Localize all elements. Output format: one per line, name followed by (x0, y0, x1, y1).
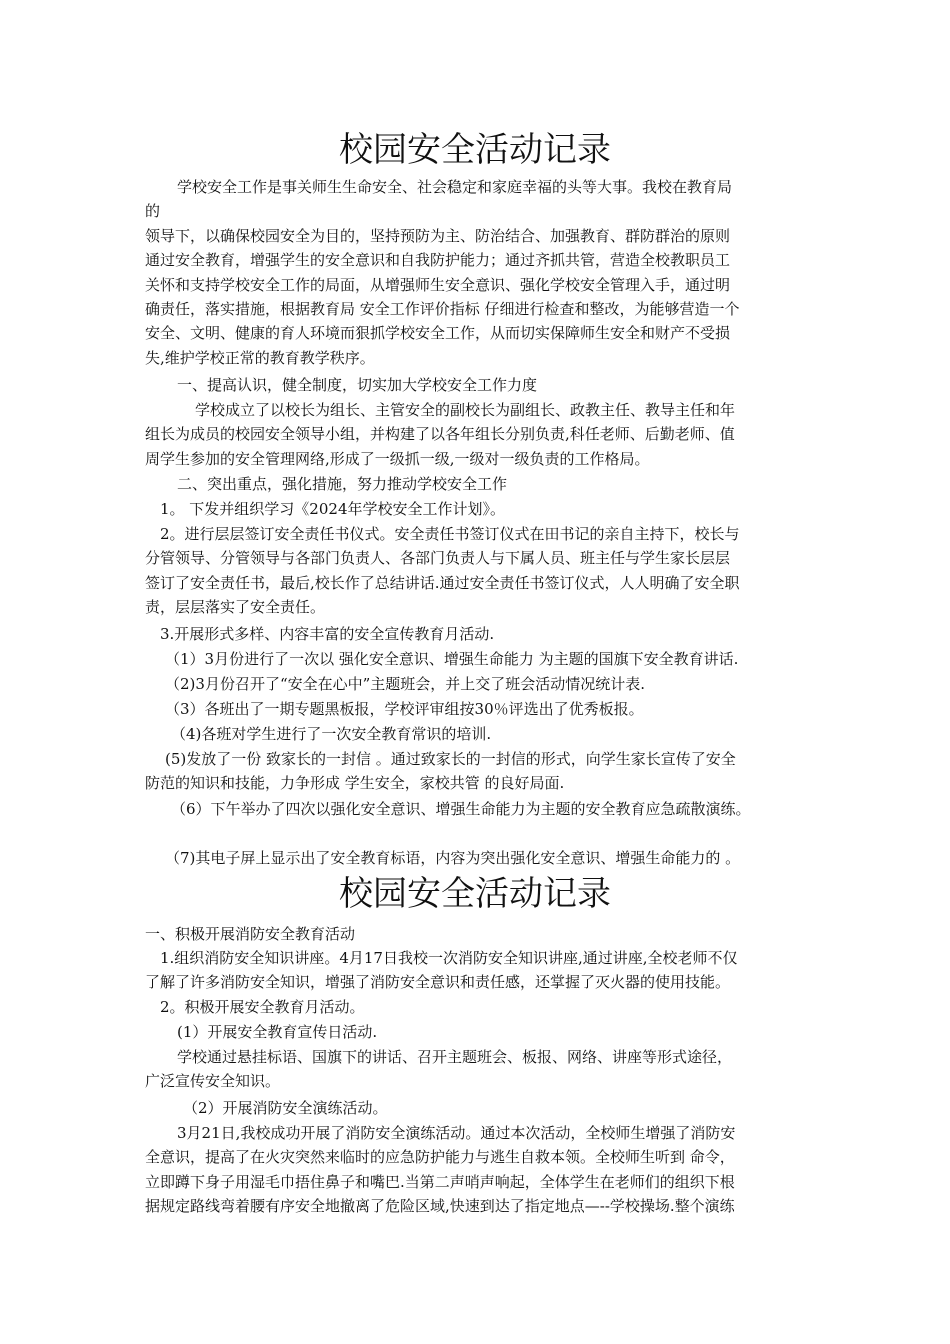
text-line: （3）各班出了一期专题黑板报，学校评审组按30％评选出了优秀板报。 (165, 700, 644, 718)
text-line: 2。积极开展安全教育月活动。 (160, 998, 365, 1016)
text-line: 学校安全工作是事关师生生命安全、社会稳定和家庭幸福的头等大事。我校在教育局 (177, 178, 733, 196)
sub-list-item (145, 647, 810, 671)
sub-list-item (145, 672, 810, 696)
text-line: 分管领导、分管领导与各部门负责人、各部门负责人与下属人员、班主任与学生家长层层 (145, 549, 731, 568)
intro-paragraph (145, 175, 810, 370)
text-line: 学校通过悬挂标语、国旗下的讲话、召开主题班会、板报、网络、讲座等形式途径， (177, 1048, 733, 1066)
text-line: （7)其电子屏上显示出了安全教育标语，内容为突出强化安全意识、增强生命能力的 。 (165, 849, 741, 867)
list-item (145, 995, 810, 1019)
sub-list-item (145, 722, 810, 746)
text-line: 2。进行层层签订安全责任书仪式。安全责任书签订仪式在田书记的亲自主持下，校长与 (160, 525, 740, 543)
text-line: 责，层层落实了安全责任。 (145, 598, 326, 617)
text-line: （2)3月份召开了“安全在心中”主题班会，并上交了班会活动情况统计表. (165, 675, 646, 693)
sub-list-item (145, 1096, 810, 1120)
sub-list-item (145, 697, 810, 721)
document-title-2: 校园安全活动记录 (339, 874, 611, 914)
text-line: 学校成立了以校长为组长、主管安全的副校长为副组长、政教主任、教导主任和年 (195, 401, 736, 419)
section-heading (145, 472, 810, 496)
text-line: （6）下午举办了四次以强化安全意识、增强生命能力为主题的安全教育应急疏散演练。 (171, 800, 751, 818)
section-heading (145, 922, 810, 946)
sub-list-item (145, 747, 810, 796)
text-line: 据规定路线弯着腰有序安全地撤离了危险区域,快速到达了指定地点—--学校操场.整个演练 (145, 1197, 735, 1216)
text-line: 3月21日,我校成功开展了消防安全演练活动。通过本次活动，全校师生增强了消防安 (177, 1124, 736, 1142)
text-line: 周学生参加的安全管理网络,形成了一级抓一级,一级对一级负责的工作格局。 (145, 449, 650, 468)
sub-paragraph (145, 1121, 810, 1219)
sub-list-item (145, 797, 810, 821)
text-line: 全意识，提高了在火灾突然来临时的应急防护能力与逃生自救本领。全校师生听到 命令， (145, 1148, 735, 1167)
text-line: （1）3月份进行了一次以 强化安全意识、增强生命能力 为主题的国旗下安全教育讲话. (165, 650, 739, 668)
text-line: （2）开展消防安全演练活动。 (183, 1099, 388, 1117)
text-line: 关怀和支持学校安全工作的局面，从增强师生安全意识、强化学校安全管理入手，通过明 (145, 275, 731, 294)
text-line: 确责任，落实措施，根据教育局 安全工作评价指标 仔细进行检查和整改，为能够营造一个 (145, 300, 740, 319)
text-line: （4)各班对学生进行了一次安全教育常识的培训. (171, 725, 492, 743)
text-line: 安全、文明、健康的育人环境而狠抓学校安全工作，从而切实保障师生安全和财产不受损 (145, 324, 731, 343)
list-item (145, 522, 810, 620)
text-line: 通过安全教育，增强学生的安全意识和自我防护能力；通过齐抓共管，营造全校教职员工 (145, 251, 731, 270)
sub-list-item (145, 846, 810, 870)
section-heading-text: 一、提高认识，健全制度，切实加大学校安全工作力度 (177, 376, 538, 394)
document-title: 校园安全活动记录 (339, 130, 611, 170)
text-line: 了解了许多消防安全知识，增强了消防安全意识和责任感，还掌握了灭火器的使用技能。 (145, 973, 731, 992)
text-line: 1.组织消防安全知识讲座。4月17日我校一次消防安全知识讲座,通过讲座,全校老师不仅 (160, 949, 738, 967)
section-heading (145, 373, 810, 397)
text-line: 失,维护学校正常的教育教学秩序。 (145, 348, 375, 367)
sub-list-item (145, 1020, 810, 1044)
text-line: 立即蹲下身子用湿毛巾捂住鼻子和嘴巴.当第二声哨声响起，全体学生在老师们的组织下根 (145, 1172, 735, 1191)
text-line: 防范的知识和技能，力争形成 学生安全，家校共管 的良好局面. (145, 774, 565, 793)
text-line: 的 (145, 202, 161, 221)
sub-paragraph (145, 1045, 810, 1094)
text-line: (1）开展安全教育宣传日活动. (177, 1023, 378, 1041)
text-line: 1。 下发并组织学习《2024年学校安全工作计划》。 (160, 500, 505, 518)
text-line: 组长为成员的校园安全领导小组，并构建了以各年组长分别负责,科任老师、后勤老师、值 (145, 425, 735, 444)
text-line: 签订了安全责任书，最后,校长作了总结讲话.通过安全责任书签订仪式，人人明确了安全职 (145, 573, 740, 592)
list-item (145, 946, 810, 995)
list-item (145, 497, 810, 521)
text-line: 领导下，以确保校园安全为目的，坚持预防为主、防治结合、加强教育、群防群治的原则 (145, 226, 731, 245)
section-heading-text: 二、突出重点，强化措施，努力推动学校安全工作 (177, 475, 508, 493)
list-item (145, 622, 810, 646)
text-line: (5)发放了一份 致家长的一封信 。通过致家长的一封信的形式，向学生家长宣传了安全 (165, 750, 736, 768)
section1-paragraph (145, 398, 810, 471)
section-heading-text: 一、积极开展消防安全教育活动 (145, 925, 356, 943)
text-line: 广泛宣传安全知识。 (145, 1072, 281, 1091)
text-line: 3.开展形式多样、内容丰富的安全宣传教育月活动. (160, 625, 495, 643)
